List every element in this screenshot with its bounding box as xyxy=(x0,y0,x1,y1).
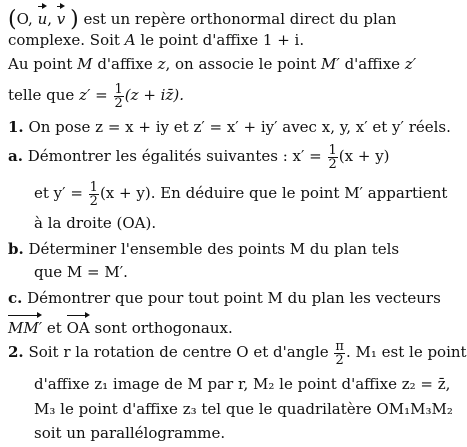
affixe-a-text: le point d'affixe 1 + i. xyxy=(140,31,305,49)
vector-oa: OA xyxy=(67,313,90,337)
q1b-label: b. xyxy=(8,240,24,258)
q2-line2 xyxy=(34,375,451,393)
q2-text1b: . M₁ est le point xyxy=(345,343,467,361)
q1a-expr1: (x + y) xyxy=(338,147,390,165)
associe-text: , on associe le point xyxy=(165,55,317,73)
complexe-text: complexe. Soit xyxy=(8,31,120,49)
q1c-line1 xyxy=(8,289,445,307)
q1a-expr2: (x + y). En déduire que le point M′ appartient xyxy=(99,184,448,202)
q2-line3 xyxy=(34,400,453,418)
q2-number: 2. xyxy=(8,343,24,361)
q1b-line2 xyxy=(34,263,445,281)
q2-line1 xyxy=(8,337,467,368)
q1b-line1 xyxy=(8,240,445,258)
point-m: M xyxy=(77,55,93,73)
q1a-text2: et y′ = xyxy=(34,184,83,202)
q1a-label: a. xyxy=(8,147,23,165)
telle-que-text: telle que xyxy=(8,86,75,104)
repere-text: est un repère orthonormal direct du plan xyxy=(83,10,397,28)
q1-text: On pose z = x + iy et z′ = x′ + iy′ avec x, y, x′ et y′ réels. xyxy=(28,118,451,136)
q2-text2: d'affixe z₁ image de M par r, M₂ le point d'affixe z₂ = z̄, xyxy=(34,375,451,393)
affixe-text-2: d'affixe xyxy=(344,55,401,73)
q1-number: 1. xyxy=(8,118,24,136)
q1c-label: c. xyxy=(8,289,23,307)
q1c-line2 xyxy=(8,313,445,337)
fraction-half: $\frac{1}{2}$ xyxy=(114,81,123,111)
definition-expr: (z + iz̄). xyxy=(124,86,184,104)
close-paren: ) xyxy=(70,7,79,32)
zprime-eq: z′ = xyxy=(79,86,108,104)
q2-line4 xyxy=(34,424,445,442)
q1a-text3: à la droite (OA). xyxy=(34,214,157,232)
vector-mmprime: MM′ xyxy=(8,313,42,337)
vector-u: u xyxy=(38,4,48,28)
line-repere xyxy=(8,4,445,32)
fraction-half-2: $\frac{1}{2}$ xyxy=(328,142,337,172)
q1a-line3 xyxy=(34,214,445,232)
et-text: et xyxy=(46,319,62,337)
z-symbol: z xyxy=(157,55,166,73)
affixe-text: d'affixe xyxy=(97,55,153,73)
line-definition xyxy=(8,80,445,110)
q1a-line2 xyxy=(34,178,448,209)
fraction-pi-half: $\frac{\pi}{2}$ xyxy=(335,338,344,368)
q1c-text2: sont orthogonaux. xyxy=(94,319,233,337)
au-point-text: Au point xyxy=(8,55,73,73)
fraction-half-3: $\frac{1}{2}$ xyxy=(89,179,98,209)
q1-line xyxy=(8,118,451,136)
point-mprime: M′ xyxy=(321,55,340,73)
line-complexe xyxy=(8,31,445,49)
q1b-text1: Déterminer l'ensemble des points M du plan tels xyxy=(28,240,400,258)
comma: , xyxy=(47,10,53,28)
open-paren: ( xyxy=(8,7,17,32)
q2-text3: M₃ le point d'affixe z₃ tel que le quadrilatère OM₁M₃M₂ xyxy=(34,400,453,418)
line-association xyxy=(8,55,445,73)
q1a-text1: Démontrer les égalités suivantes : x′ = xyxy=(27,147,322,165)
q1c-text1: Démontrer que pour tout point M du plan les vecteurs xyxy=(27,289,441,307)
q1b-text2: que M = M′. xyxy=(34,263,128,281)
q1a-line1 xyxy=(8,141,445,171)
point-a: A xyxy=(124,31,136,49)
origin-label: O, xyxy=(16,10,33,28)
q2-text4: soit un parallélogramme. xyxy=(34,424,226,442)
q2-text1a: Soit r la rotation de centre O et d'angle xyxy=(28,343,329,361)
vector-v: v xyxy=(57,4,65,28)
zprime-symbol: z′ xyxy=(404,55,417,73)
